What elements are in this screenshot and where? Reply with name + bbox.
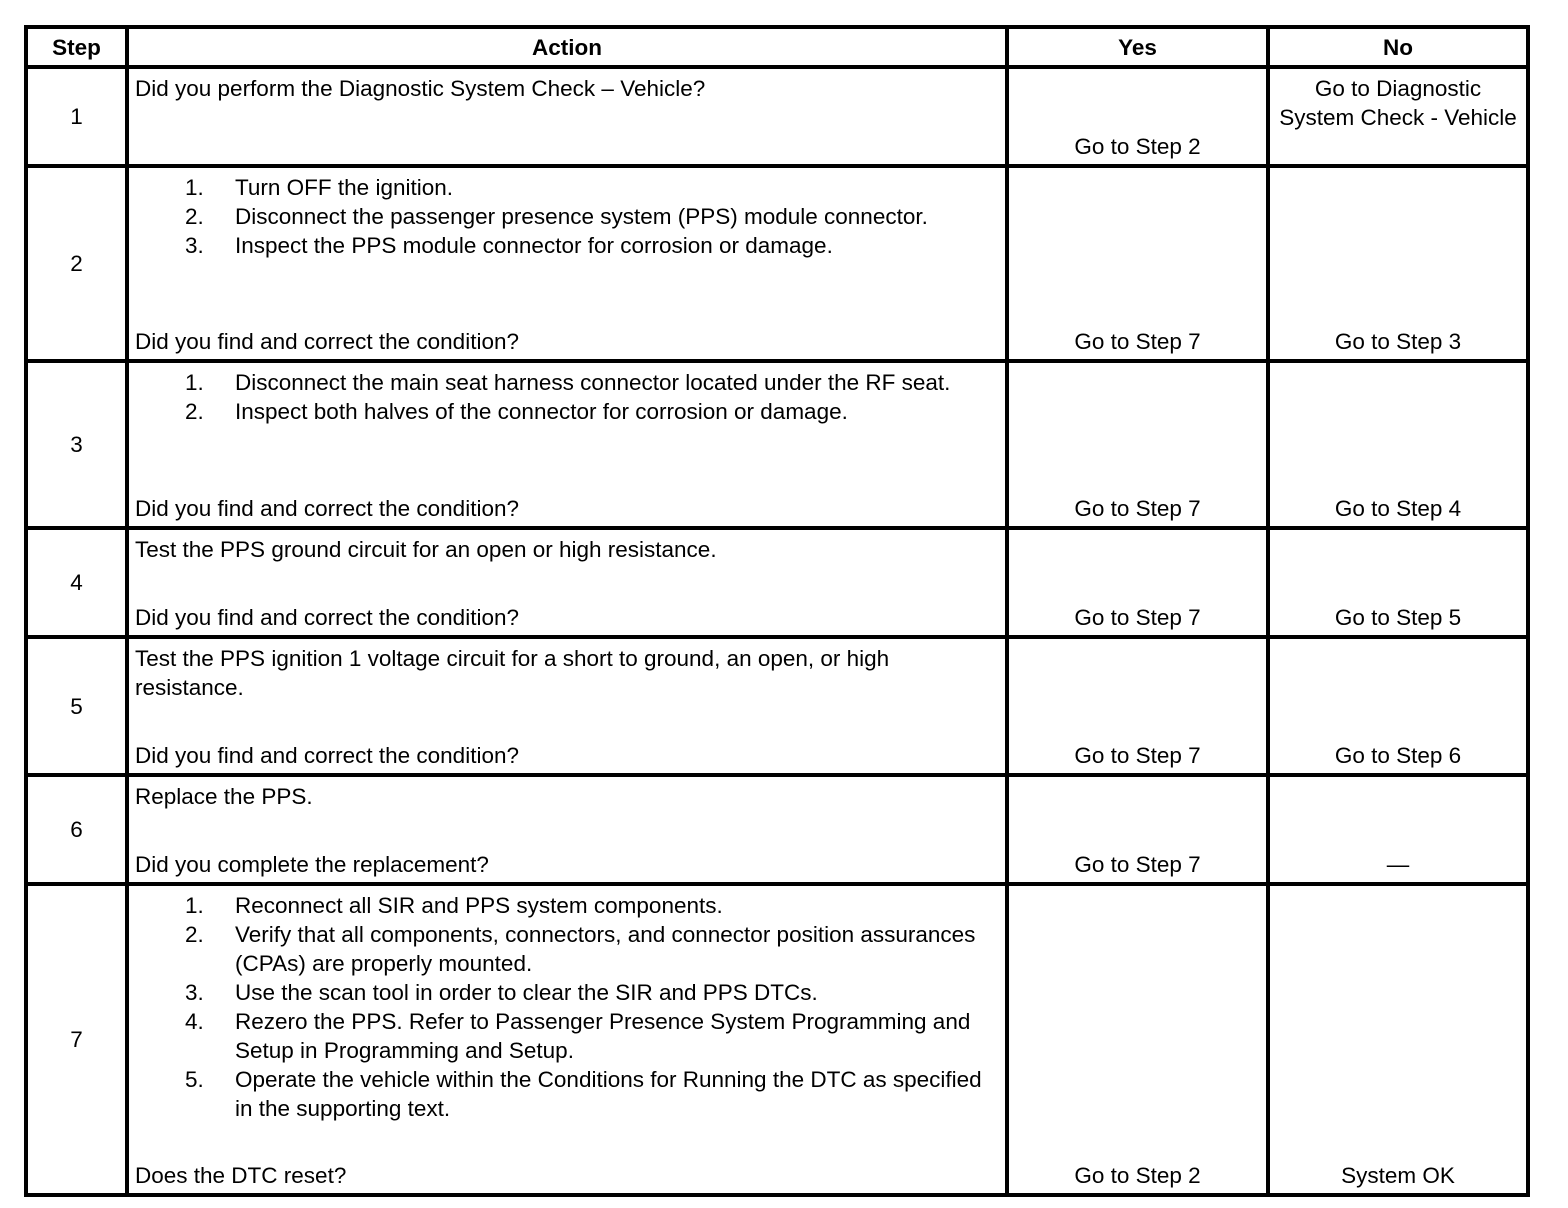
table-body xyxy=(26,67,1528,1195)
list-item-text: Inspect the PPS module connector for corrosion or damage. xyxy=(235,233,833,258)
no-result: Go to Diagnostic System Check - Vehicle xyxy=(1268,67,1528,166)
action-top xyxy=(135,368,997,426)
yes-result: Go to Step 7 xyxy=(1007,528,1268,637)
yes-result: Go to Step 7 xyxy=(1007,166,1268,361)
action-content xyxy=(135,535,997,632)
list-item xyxy=(135,920,997,978)
list-item xyxy=(135,1065,997,1123)
action-question: Did you find and correct the condition? xyxy=(135,605,519,630)
list-item-number: 2. xyxy=(185,922,204,947)
header-no: No xyxy=(1268,27,1528,67)
action-intro: Test the PPS ignition 1 voltage circuit for a short to ground, an open, or high resistance. xyxy=(135,646,890,700)
action-top xyxy=(135,173,997,260)
no-result: — xyxy=(1268,775,1528,884)
list-item-number: 2. xyxy=(185,204,204,229)
yes-result: Go to Step 2 xyxy=(1007,67,1268,166)
action-cell xyxy=(127,67,1007,166)
yes-result: Go to Step 2 xyxy=(1007,884,1268,1195)
list-item-text: Operate the vehicle within the Conditions for Running the DTC as specified in the supporting text. xyxy=(235,1067,982,1121)
header-step: Step xyxy=(26,27,127,67)
list-item xyxy=(135,202,997,231)
list-item-text: Turn OFF the ignition. xyxy=(235,175,454,200)
action-question: Did you complete the replacement? xyxy=(135,852,489,877)
list-item-number: 3. xyxy=(185,980,204,1005)
header-action: Action xyxy=(127,27,1007,67)
list-item-text: Reconnect all SIR and PPS system components. xyxy=(235,893,723,918)
action-content xyxy=(135,368,997,523)
action-top xyxy=(135,74,997,103)
list-item-text: Disconnect the main seat harness connector located under the RF seat. xyxy=(235,370,951,395)
list-item-number: 3. xyxy=(185,233,204,258)
action-intro: Replace the PPS. xyxy=(135,784,313,809)
yes-result: Go to Step 7 xyxy=(1007,637,1268,775)
yes-result: Go to Step 7 xyxy=(1007,361,1268,528)
header-row xyxy=(26,27,1528,67)
list-item-number: 1. xyxy=(185,370,204,395)
action-content xyxy=(135,891,997,1190)
step-number: 4 xyxy=(26,528,127,637)
no-result: Go to Step 5 xyxy=(1268,528,1528,637)
list-item xyxy=(135,978,997,1007)
list-item xyxy=(135,173,997,202)
action-top xyxy=(135,891,997,1123)
yes-result: Go to Step 7 xyxy=(1007,775,1268,884)
table-row xyxy=(26,528,1528,637)
list-item-text: Inspect both halves of the connector for corrosion or damage. xyxy=(235,399,848,424)
step-number: 5 xyxy=(26,637,127,775)
table-row xyxy=(26,884,1528,1195)
action-cell xyxy=(127,166,1007,361)
list-item-number: 2. xyxy=(185,399,204,424)
list-item-number: 4. xyxy=(185,1009,204,1034)
list-item-text: Rezero the PPS. Refer to Passenger Presence System Programming and Setup in Programming and Setup. xyxy=(235,1009,971,1063)
action-cell xyxy=(127,528,1007,637)
action-top xyxy=(135,644,997,702)
no-result: System OK xyxy=(1268,884,1528,1195)
action-top xyxy=(135,535,997,564)
action-cell xyxy=(127,637,1007,775)
action-steps-list xyxy=(135,173,997,260)
no-result: Go to Step 6 xyxy=(1268,637,1528,775)
table-row xyxy=(26,361,1528,528)
action-content xyxy=(135,782,997,879)
table-row xyxy=(26,775,1528,884)
action-top xyxy=(135,782,997,811)
list-item-text: Disconnect the passenger presence system (PPS) module connector. xyxy=(235,204,928,229)
list-item-number: 1. xyxy=(185,893,204,918)
step-number: 2 xyxy=(26,166,127,361)
table-row xyxy=(26,637,1528,775)
action-intro: Test the PPS ground circuit for an open or high resistance. xyxy=(135,537,717,562)
list-item-text: Use the scan tool in order to clear the SIR and PPS DTCs. xyxy=(235,980,818,1005)
header-yes: Yes xyxy=(1007,27,1268,67)
action-content xyxy=(135,644,997,770)
action-question: Does the DTC reset? xyxy=(135,1163,347,1188)
action-question: Did you find and correct the condition? xyxy=(135,496,519,521)
action-intro: Did you perform the Diagnostic System Check – Vehicle? xyxy=(135,76,706,101)
action-cell xyxy=(127,884,1007,1195)
list-item xyxy=(135,397,997,426)
step-number: 1 xyxy=(26,67,127,166)
list-item xyxy=(135,891,997,920)
table-row xyxy=(26,166,1528,361)
list-item xyxy=(135,368,997,397)
list-item xyxy=(135,1007,997,1065)
no-result: Go to Step 3 xyxy=(1268,166,1528,361)
action-cell xyxy=(127,361,1007,528)
step-number: 3 xyxy=(26,361,127,528)
action-cell xyxy=(127,775,1007,884)
no-result: Go to Step 4 xyxy=(1268,361,1528,528)
diagnostic-table xyxy=(24,25,1530,1197)
action-steps-list xyxy=(135,891,997,1123)
list-item-text: Verify that all components, connectors, and connector position assurances (CPAs) are properly mounted. xyxy=(235,922,976,976)
step-number: 6 xyxy=(26,775,127,884)
list-item xyxy=(135,231,997,260)
step-number: 7 xyxy=(26,884,127,1195)
action-steps-list xyxy=(135,368,997,426)
action-content xyxy=(135,74,997,161)
table-row xyxy=(26,67,1528,166)
action-question: Did you find and correct the condition? xyxy=(135,743,519,768)
action-question: Did you find and correct the condition? xyxy=(135,329,519,354)
list-item-number: 5. xyxy=(185,1067,204,1092)
action-content xyxy=(135,173,997,356)
list-item-number: 1. xyxy=(185,175,204,200)
